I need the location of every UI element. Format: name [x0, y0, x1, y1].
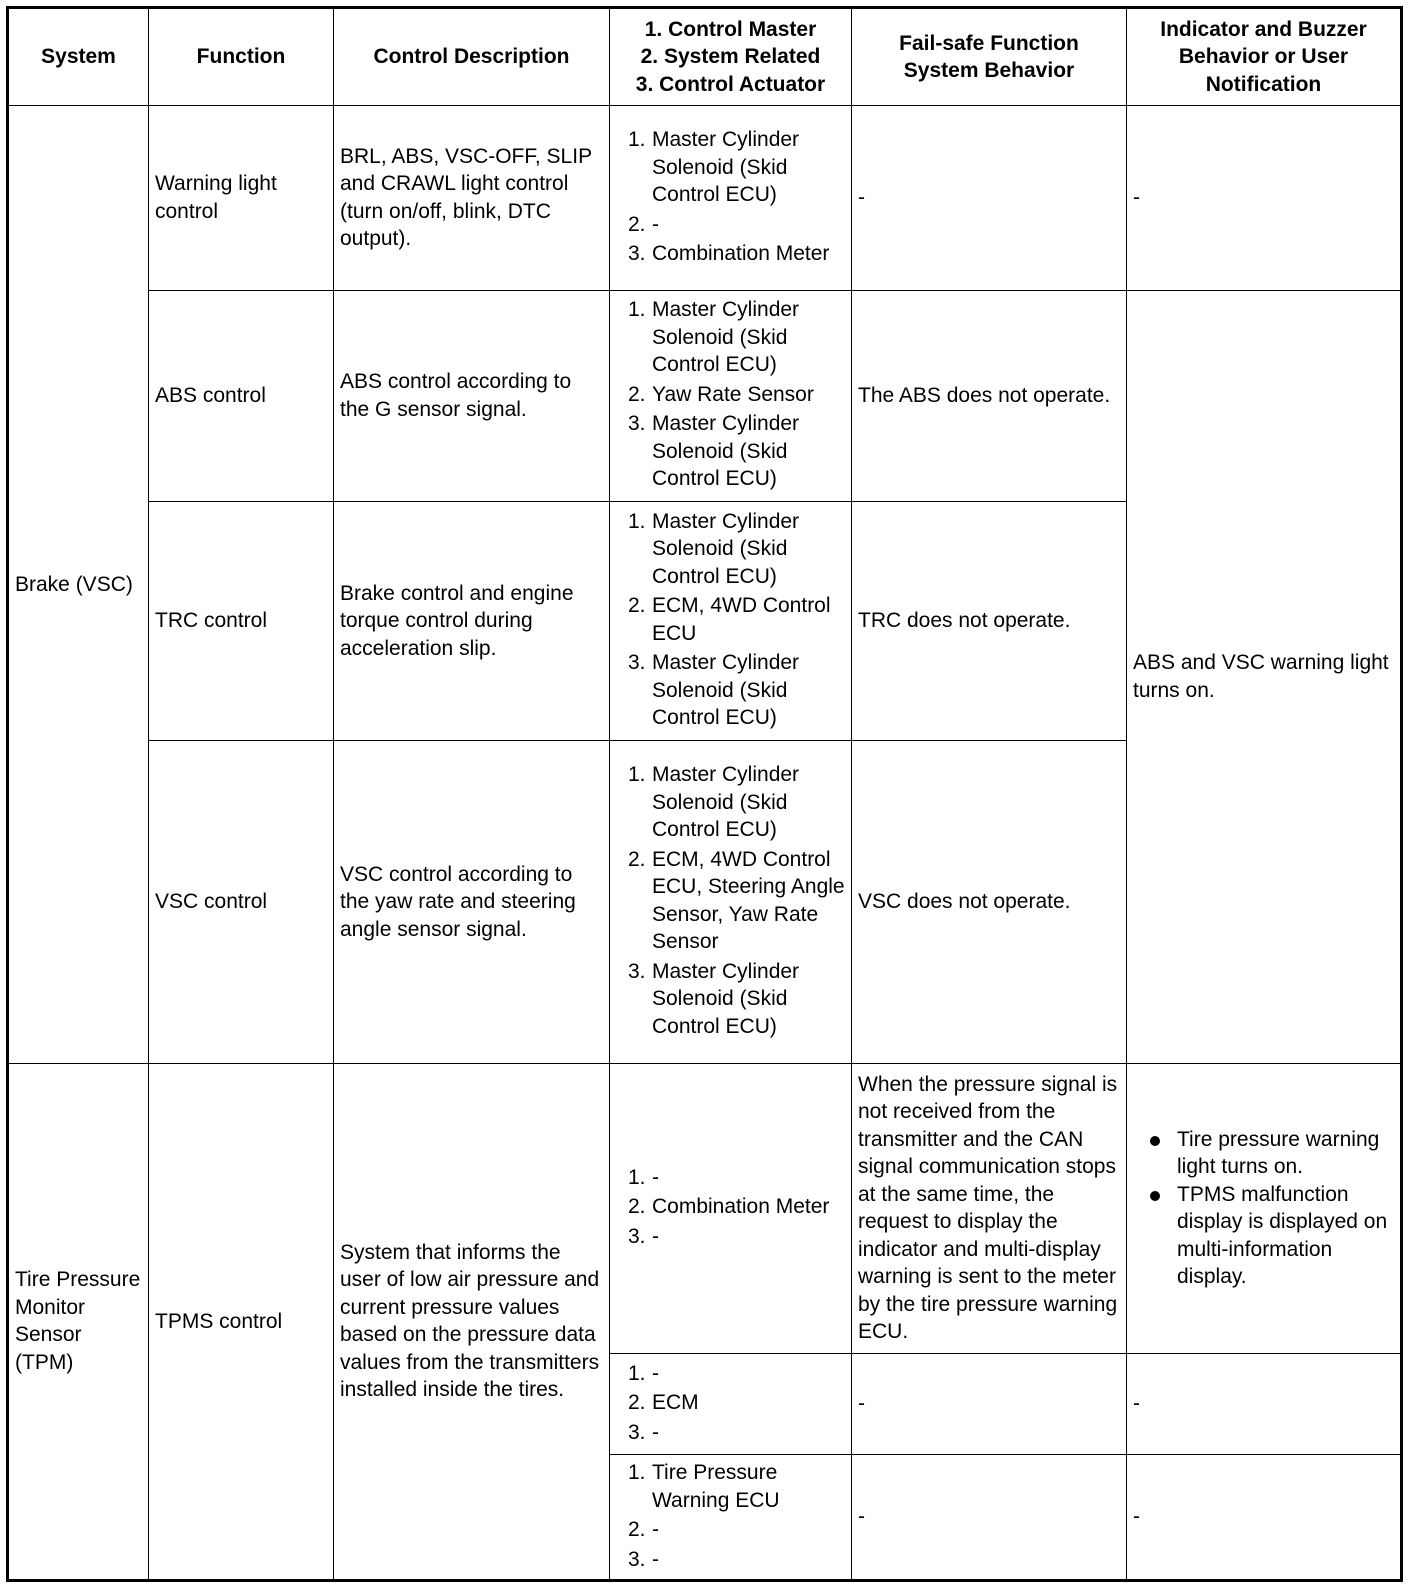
- header-system-related: 2. System Related: [640, 45, 821, 69]
- control-items-cell: [610, 741, 852, 1064]
- failsafe-cell: TRC does not operate.: [852, 501, 1127, 740]
- indicator-bullet: Tire pressure warning light turns on.: [1133, 1126, 1394, 1181]
- control-item: 2. ECM, 4WD Control ECU: [628, 594, 831, 645]
- system-cell-tpm: Tire Pressure Monitor Sensor (TPM): [8, 1063, 149, 1580]
- function-cell: TPMS control: [149, 1063, 334, 1580]
- control-items-cell: [610, 501, 852, 740]
- control-items-cell: [610, 1455, 852, 1581]
- control-item: 2. -: [628, 212, 659, 236]
- control-items-list: [616, 508, 845, 732]
- failsafe-cell: -: [852, 1353, 1127, 1454]
- control-items-list: [616, 296, 845, 493]
- control-item: 1. -: [628, 1165, 659, 1189]
- control-item: 3. Master Cylinder Solenoid (Skid Control ECU): [628, 412, 800, 491]
- indicator-cell-abs-vsc: ABS and VSC warning light turns on.: [1127, 290, 1402, 1063]
- control-items-cell: [610, 290, 852, 501]
- control-item: 1. Master Cylinder Solenoid (Skid Control ECU): [628, 128, 800, 207]
- description-cell: BRL, ABS, VSC-OFF, SLIP and CRAWL light control (turn on/off, blink, DTC output).: [334, 106, 610, 291]
- table-row: [8, 1063, 1402, 1353]
- control-item: 3. -: [628, 1420, 659, 1444]
- control-items-list: [616, 1164, 845, 1251]
- indicator-bullet-list: [1133, 1126, 1394, 1291]
- failsafe-cell: -: [852, 106, 1127, 291]
- function-cell: Warning light control: [149, 106, 334, 291]
- control-items-cell: [610, 1063, 852, 1353]
- control-item: 1. -: [628, 1361, 659, 1385]
- header-control-master: 1. Control Master: [644, 17, 817, 41]
- bullet-dot-icon: [1150, 1136, 1160, 1146]
- control-items-cell: [610, 1353, 852, 1454]
- control-item: 3. Master Cylinder Solenoid (Skid Control ECU): [628, 651, 800, 730]
- failsafe-cell: The ABS does not operate.: [852, 290, 1127, 501]
- control-item: 1. Tire Pressure Warning ECU: [628, 1461, 780, 1512]
- indicator-bullet: TPMS malfunction display is displayed on multi-information display.: [1133, 1181, 1394, 1291]
- header-indicator: [1127, 8, 1402, 106]
- table-header-row: [8, 8, 1402, 106]
- header-indicator-line: Indicator and Buzzer: [1160, 17, 1367, 41]
- control-item: 3. -: [628, 1547, 659, 1571]
- failsafe-cell: -: [852, 1455, 1127, 1581]
- header-indicator-line: Behavior or User: [1178, 45, 1349, 69]
- indicator-cell: [1127, 1063, 1402, 1353]
- indicator-cell: -: [1127, 1353, 1402, 1454]
- control-item: 2. ECM, 4WD Control ECU, Steering Angle Sensor, Yaw Rate Sensor: [628, 847, 845, 954]
- control-item: 3. Master Cylinder Solenoid (Skid Control ECU): [628, 959, 800, 1038]
- control-items-cell: [610, 106, 852, 291]
- header-control-actuator: 3. Control Actuator: [635, 72, 826, 96]
- header-indicator-line: Notification: [1205, 72, 1322, 96]
- control-item: 2. -: [628, 1518, 659, 1542]
- header-failsafe-line: Fail-safe Function: [899, 31, 1079, 55]
- control-item: 3. Combination Meter: [628, 242, 830, 266]
- description-cell: ABS control according to the G sensor signal.: [334, 290, 610, 501]
- header-system: System: [8, 8, 149, 106]
- function-cell: TRC control: [149, 501, 334, 740]
- failsafe-cell: VSC does not operate.: [852, 741, 1127, 1064]
- header-control-items: [610, 8, 852, 106]
- table-row: [8, 106, 1402, 291]
- indicator-cell: -: [1127, 106, 1402, 291]
- function-cell: VSC control: [149, 741, 334, 1064]
- description-cell: System that informs the user of low air pressure and current pressure values based on the pressure data values from the transmitters installed inside the tires.: [334, 1063, 610, 1580]
- header-control-description: Control Description: [334, 8, 610, 106]
- description-cell: VSC control according to the yaw rate and steering angle sensor signal.: [334, 741, 610, 1064]
- control-item: 3. -: [628, 1224, 659, 1248]
- header-failsafe: [852, 8, 1127, 106]
- table-row: [8, 290, 1402, 501]
- control-item: 2. Combination Meter: [628, 1195, 830, 1219]
- system-cell-brake: Brake (VSC): [8, 106, 149, 1064]
- control-items-list: [616, 1360, 845, 1447]
- indicator-cell: -: [1127, 1455, 1402, 1581]
- description-cell: Brake control and engine torque control during acceleration slip.: [334, 501, 610, 740]
- function-cell: ABS control: [149, 290, 334, 501]
- bullet-dot-icon: [1150, 1191, 1160, 1201]
- failsafe-cell: When the pressure signal is not received from the transmitter and the CAN signal communication stops at the same time, the request to display the indicator and multi-display warning is sent to the meter by the tire pressure warning ECU.: [852, 1063, 1127, 1353]
- control-items-list: [616, 126, 845, 268]
- control-items-list: [616, 761, 845, 1040]
- header-failsafe-line: System Behavior: [903, 59, 1075, 82]
- control-item: 1. Master Cylinder Solenoid (Skid Control ECU): [628, 298, 800, 377]
- control-item: 2. Yaw Rate Sensor: [628, 382, 814, 406]
- control-items-list: [616, 1459, 845, 1573]
- control-item: 2. ECM: [628, 1391, 699, 1415]
- system-function-table: [6, 6, 1403, 1582]
- control-item: 1. Master Cylinder Solenoid (Skid Control ECU): [628, 509, 800, 588]
- header-function: Function: [149, 8, 334, 106]
- control-item: 1. Master Cylinder Solenoid (Skid Control ECU): [628, 763, 800, 842]
